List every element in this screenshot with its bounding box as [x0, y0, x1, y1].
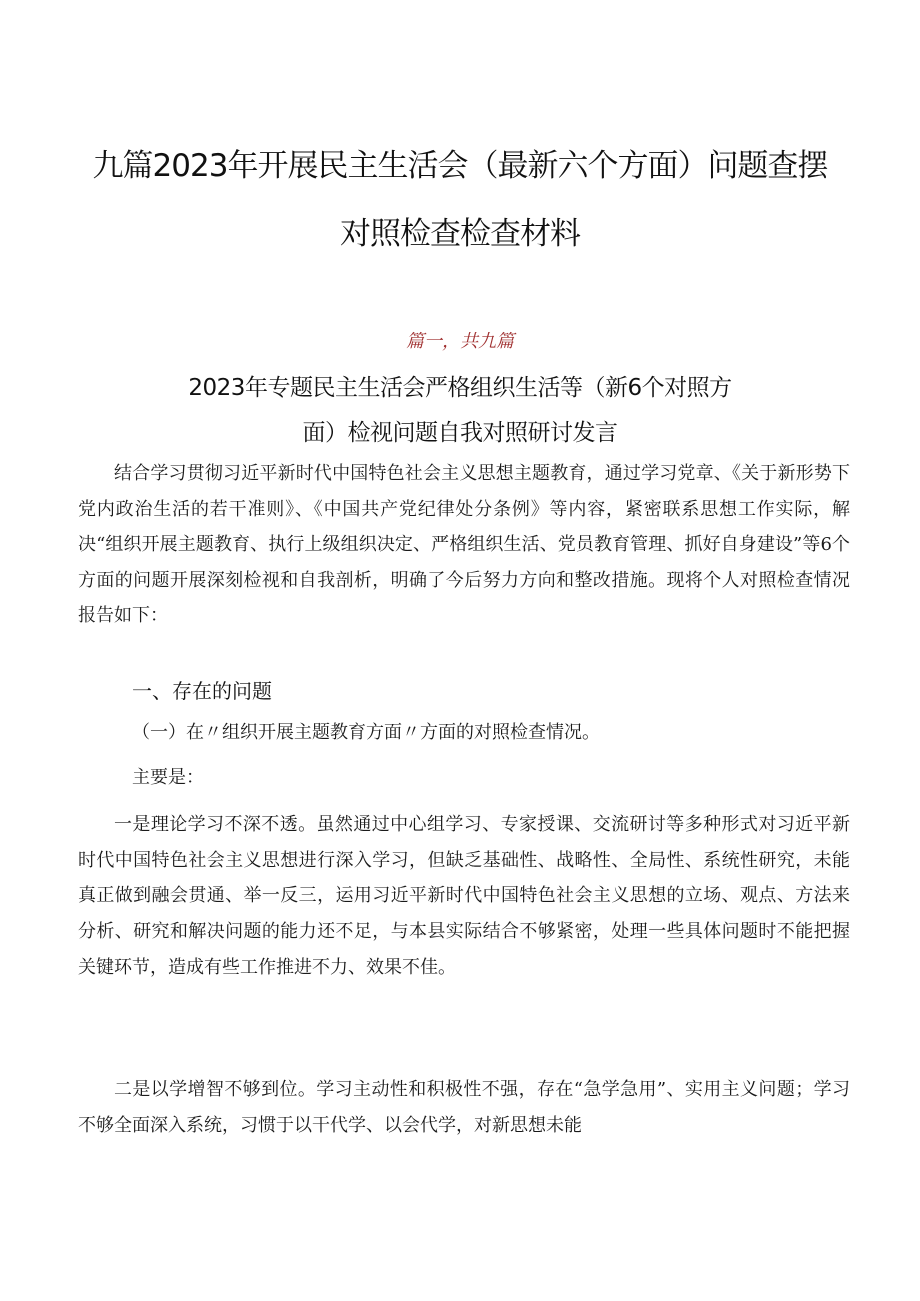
document-title-line-2: 对照检查检查材料 [340, 216, 580, 252]
intro-block [78, 456, 850, 634]
intro-paragraph: 结合学习贯彻习近平新时代中国特色社会主义思想主题教育，通过学习党章、《关于新形势下党内政治生活的若干准则》、《中国共产党纪律处分条例》等内容，紧密联系思想工作实际，解决“组织开展主题教育、执行上级组织决定、严格组织生活、党员教育管理、抓好自身建设”等6个方面的问题开展深刻检视和自我剖析，明确了今后努力方向和整改措施。现将个人对照检查情况报告如下： [78, 463, 850, 627]
paragraph-two-block [78, 1072, 850, 1144]
article-heading-line-1: 2023年专题民主生活会严格组织生活等（新6个对照方 [188, 375, 732, 401]
paragraph-one: 一是理论学习不深不透。虽然通过中心组学习、专家授课、交流研讨等多种形式对习近平新时代中国特色社会主义思想进行深入学习，但缺乏基础性、战略性、全局性、系统性研究，未能真正做到融会贯通、举一反三，运用习近平新时代中国特色社会主义思想的立场、观点、方法来分析、研究和解决问题的能力还不足，与本县实际结合不够紧密，处理一些具体问题时不能把握关键环节，造成有些工作推进不力、效果不佳。 [78, 814, 850, 978]
main-label: 主要是： [132, 767, 204, 788]
paragraph-one-block [78, 807, 850, 986]
article-subtitle: 篇一，共九篇 [406, 331, 514, 352]
paragraph-two: 二是以学增智不够到位。学习主动性和积极性不强，存在“急学急用”、实用主义问题；学习不够全面深入系统，习惯于以干代学、以会代学，对新思想未能 [78, 1079, 850, 1136]
document-title-line-1: 九篇2023年开展民主生活会（最新六个方面）问题查摆 [92, 148, 828, 184]
subsection-title: （一）在〃组织开展主题教育方面〃方面的对照检查情况。 [132, 722, 600, 743]
article-heading-line-2: 面）检视问题自我对照研讨发言 [302, 420, 618, 446]
section-title: 一、存在的问题 [132, 679, 272, 703]
